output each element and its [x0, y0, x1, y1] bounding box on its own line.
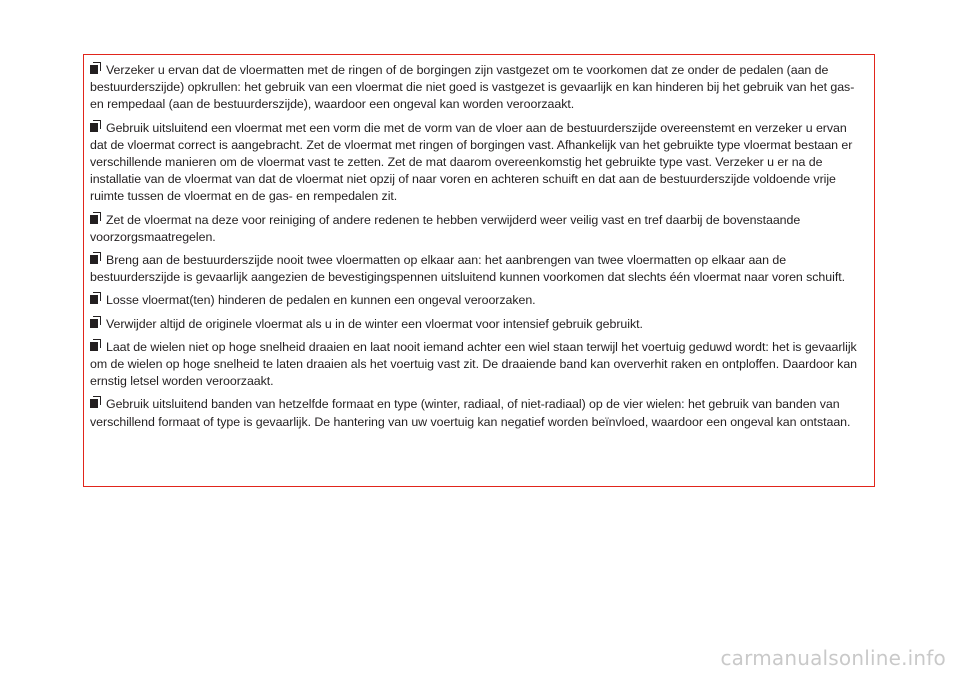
paragraph-text: Gebruik uitsluitend een vloermat met een vorm die met de vorm van de vloer aan de bestuurderszijde overeenstemt en verzeker u ervan dat de vloermat correct is aangebracht. Zet de vloermat met ringen of borgingen vast. Afhankelijk van het gebruikte type vloermat bestaan er verschillende manieren om de vloermat vast te zetten. Zet de mat daarom overeenkomstig het gebruikte type vast. Verzeker u er na de installatie van de vloermat van dat de vloermat niet opzij of naar voren en achteren schuift en dat aan de bestuurderszijde voldoende vrije ruimte tussen de vloermat en de gas- en rempedalen zit. [90, 120, 853, 204]
paragraph-text: Losse vloermat(ten) hinderen de pedalen en kunnen een ongeval veroorzaken. [106, 293, 536, 308]
bullet-icon [90, 63, 102, 75]
warning-paragraph [90, 292, 864, 309]
bullet-icon [90, 293, 102, 305]
warning-paragraph [90, 62, 864, 114]
watermark: carmanualsonline.info [720, 646, 946, 670]
bullet-icon [90, 397, 102, 409]
warning-paragraph [90, 339, 864, 391]
paragraph-text: Verzeker u ervan dat de vloermatten met de ringen of de borgingen zijn vastgezet om te voorkomen dat ze onder de pedalen (aan de bestuurderszijde) opkrullen: het gebruik van een vloermat die niet goed is vastgezet is gevaarlijk en kan hinderen bij het gebruik van het gas- en rempedaal (aan de bestuurderszijde), waardoor een ongeval kan worden veroorzaakt. [90, 63, 855, 112]
warning-paragraph [90, 316, 864, 333]
paragraph-text: Verwijder altijd de originele vloermat als u in de winter een vloermat voor intensief gebruik gebruikt. [106, 316, 643, 331]
warning-paragraph [90, 252, 864, 286]
paragraph-text: Breng aan de bestuurderszijde nooit twee vloermatten op elkaar aan: het aanbrengen van twee vloermatten op elkaar aan de bestuurderszijde is gevaarlijk aangezien de bevestigingspennen uitsluitend kunnen voorkomen dat slechts één vloermat naar voren schuift. [90, 253, 845, 285]
bullet-icon [90, 253, 102, 265]
bullet-icon [90, 317, 102, 329]
warning-box [83, 54, 875, 487]
warning-paragraph [90, 120, 864, 206]
bullet-icon [90, 121, 102, 133]
paragraph-text: Gebruik uitsluitend banden van hetzelfde formaat en type (winter, radiaal, of niet-radiaal) op de vier wielen: het gebruik van banden van verschillend formaat of type is gevaarlijk. De hantering van uw voertuig kan negatief worden beïnvloed, waardoor een ongeval kan ontstaan. [90, 397, 851, 429]
warning-paragraph [90, 212, 864, 246]
bullet-icon [90, 340, 102, 352]
paragraph-text: Laat de wielen niet op hoge snelheid draaien en laat nooit iemand achter een wiel staan terwijl het voertuig geduwd wordt: het is gevaarlijk om de wielen op hoge snelheid te laten draaien als het voertuig vast zit. De draaiende band kan oververhit raken en ontploffen. Daardoor kan ernstig letsel worden veroorzaakt. [90, 339, 857, 389]
warning-paragraph [90, 396, 864, 430]
paragraph-text: Zet de vloermat na deze voor reiniging of andere redenen te hebben verwijderd weer veilig vast en tref daarbij de bovenstaande voorzorgsmaatregelen. [90, 212, 801, 244]
bullet-icon [90, 213, 102, 225]
